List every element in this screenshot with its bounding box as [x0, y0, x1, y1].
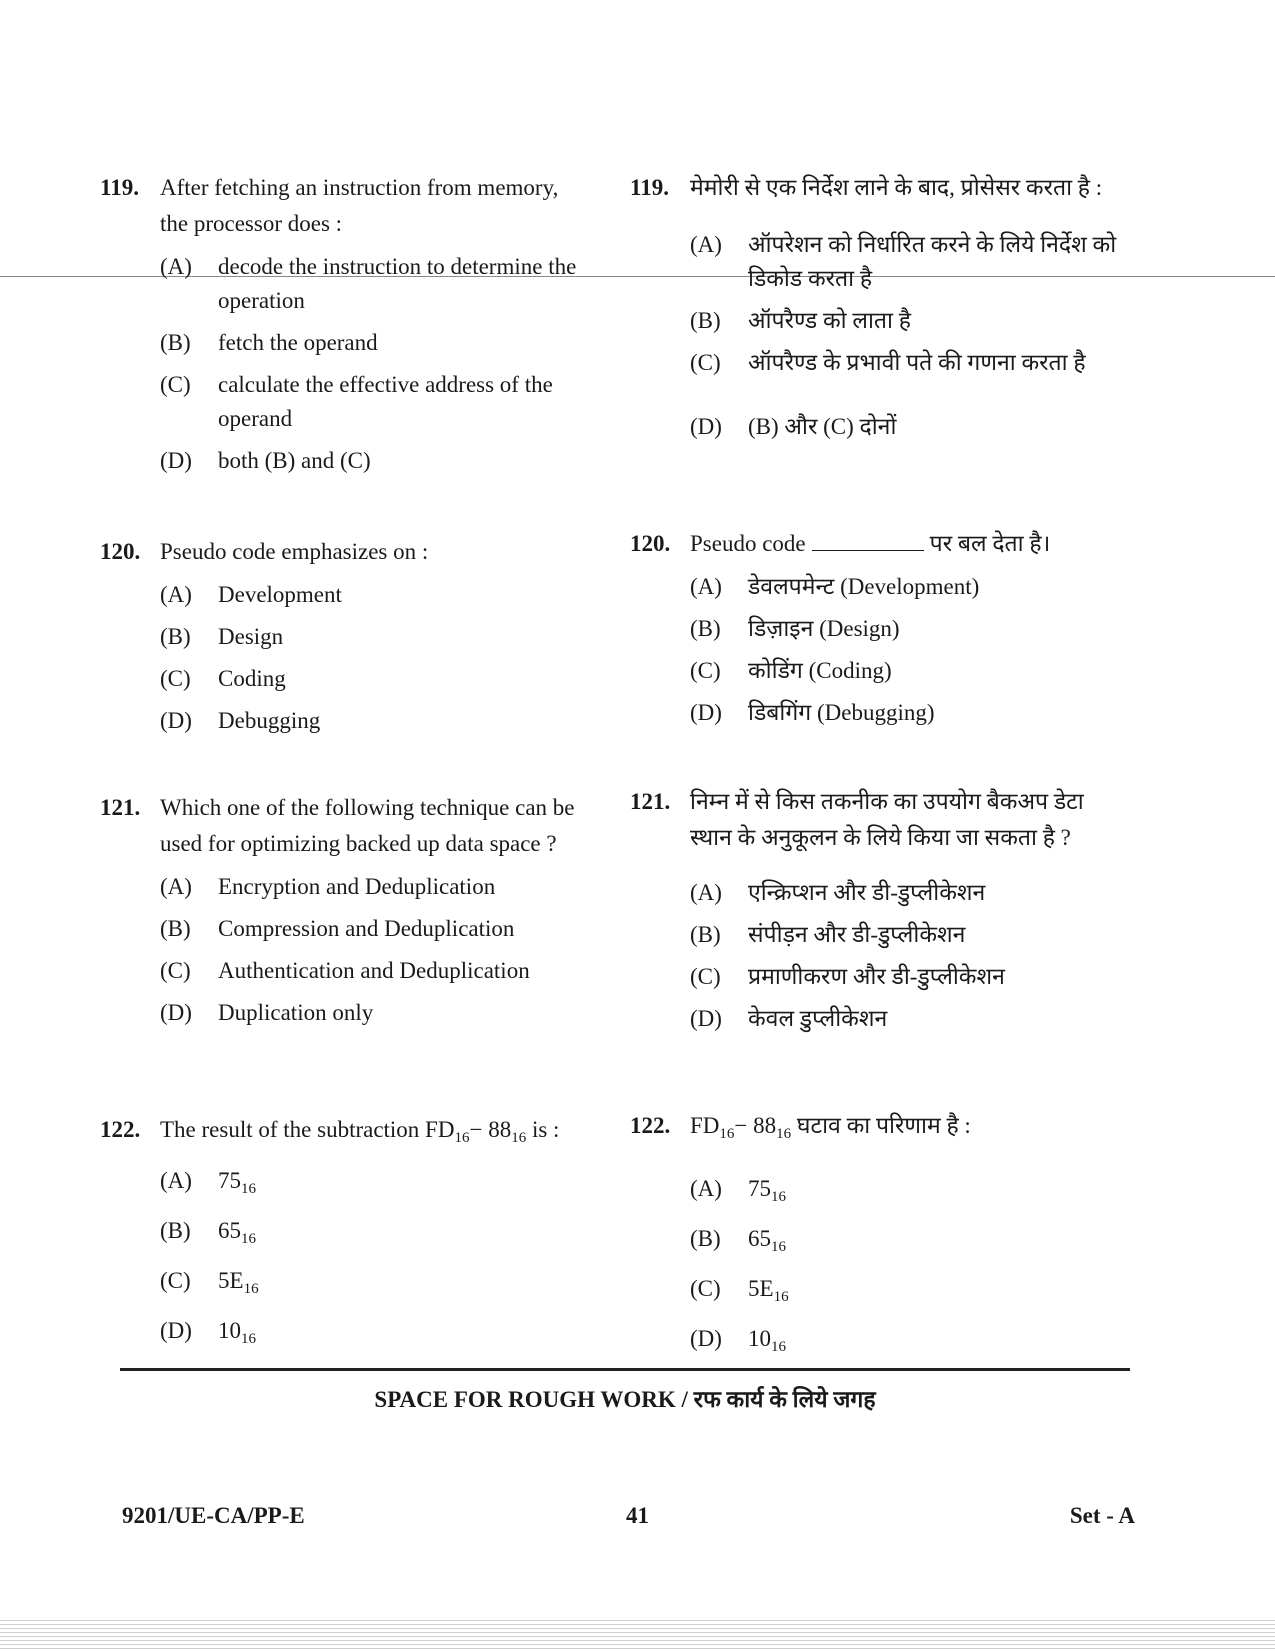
option-text: ऑपरेशन को निर्धारित करने के लिये निर्देश को डिकोड करता है: [748, 232, 1117, 291]
question-122-en: [100, 1112, 580, 1364]
option-a: [160, 578, 580, 612]
option-text: कोडिंग (Coding): [748, 658, 892, 683]
option-key: (C): [690, 964, 721, 989]
option-text: [748, 1222, 1130, 1264]
question-text: मेमोरी से एक निर्देश लाने के बाद, प्रोसेसर करता है :: [690, 175, 1103, 200]
option-key: (C): [160, 958, 191, 983]
option-text: [748, 1172, 1130, 1214]
question-text-end: पर बल देता है।: [929, 531, 1051, 556]
subscript: 16: [771, 1189, 786, 1205]
option-b: [690, 918, 1130, 952]
question-text: [690, 526, 1130, 562]
option-text: ऑपरैण्ड के प्रभावी पते की गणना करता है: [748, 350, 1086, 375]
option-text: Encryption and Deduplication: [218, 874, 496, 899]
english-column: [100, 0, 580, 1360]
option-c: [690, 960, 1130, 994]
option-key: (C): [690, 1276, 721, 1301]
question-text-end: is :: [526, 1117, 560, 1142]
option-text: fetch the operand: [218, 330, 378, 355]
option-a: [160, 1164, 580, 1206]
option-key: (D): [160, 1000, 192, 1025]
option-text: (B) और (C) दोनों: [748, 414, 897, 439]
option-c: [160, 1264, 580, 1306]
option-c: [690, 1272, 1130, 1314]
option-c: [160, 954, 580, 988]
scan-edge-artifact: [0, 1617, 1275, 1651]
page-number: 41: [626, 1503, 649, 1528]
question-text-start: The result of the subtraction FD: [160, 1117, 455, 1142]
option-d: [690, 1002, 1130, 1036]
option-value: 5E: [218, 1268, 244, 1293]
option-value: 75: [218, 1168, 241, 1193]
option-key: (B): [160, 916, 191, 941]
option-text: [218, 1164, 580, 1206]
option-text: Authentication and Deduplication: [218, 958, 530, 983]
option-text: Compression and Deduplication: [218, 916, 515, 941]
subscript: 16: [241, 1231, 256, 1247]
subscript: 16: [511, 1130, 527, 1146]
option-key: (D): [160, 1318, 192, 1343]
option-b: [160, 912, 580, 946]
option-b: [690, 612, 1130, 646]
question-text: After fetching an instruction from memory, the processor does :: [160, 175, 559, 236]
option-value: 5E: [748, 1276, 774, 1301]
option-b: [690, 304, 1130, 338]
option-text: Coding: [218, 666, 286, 691]
option-text: [748, 1272, 1130, 1314]
option-key: (D): [690, 414, 722, 439]
question-121-hi: [630, 784, 1130, 1044]
option-b: [160, 326, 580, 360]
question-119-hi: [630, 170, 1130, 452]
set-label: Set - A: [1069, 1503, 1135, 1528]
option-key: (A): [160, 582, 192, 607]
question-text: [690, 1108, 1130, 1152]
option-text: Debugging: [218, 708, 321, 733]
question-text-mid: − 88: [734, 1113, 777, 1138]
option-text: डिबगिंग (Debugging): [748, 700, 935, 725]
option-text: Design: [218, 624, 284, 649]
option-a: [160, 870, 580, 904]
option-text: Duplication only: [218, 1000, 374, 1025]
option-key: (C): [690, 350, 721, 375]
subscript: 16: [771, 1239, 786, 1255]
option-text: डेवलपमेन्ट (Development): [748, 574, 980, 599]
option-b: [160, 620, 580, 654]
question-number: 121.: [100, 795, 141, 820]
question-text-end: घटाव का परिणाम है :: [791, 1113, 971, 1138]
option-value: 10: [748, 1326, 771, 1351]
option-key: (B): [160, 624, 191, 649]
option-a: [160, 250, 580, 318]
option-key: (B): [690, 616, 721, 641]
question-number: 119.: [630, 175, 669, 200]
subscript: 16: [771, 1339, 786, 1355]
option-text: calculate the effective address of the operand: [218, 372, 553, 431]
option-key: (A): [160, 1168, 192, 1193]
option-key: (A): [690, 880, 722, 905]
subscript: 16: [243, 1281, 259, 1297]
question-120-en: [100, 534, 580, 746]
option-key: (D): [690, 700, 722, 725]
option-a: [690, 1172, 1130, 1214]
option-key: (C): [160, 1268, 191, 1293]
subscript: 16: [719, 1126, 735, 1142]
option-c: [160, 368, 580, 436]
question-number: 122.: [630, 1113, 671, 1138]
option-text: Development: [218, 582, 342, 607]
option-key: (B): [690, 1226, 721, 1251]
question-text-start: Pseudo code: [690, 531, 806, 556]
option-d: [160, 704, 580, 738]
question-text-start: FD: [690, 1113, 720, 1138]
option-c: [690, 346, 1130, 380]
fill-in-blank: [812, 528, 924, 551]
question-122-hi: [630, 1108, 1130, 1372]
question-text-mid: − 88: [469, 1117, 512, 1142]
question-text: Pseudo code emphasizes on :: [160, 539, 429, 564]
subscript: 16: [454, 1130, 470, 1146]
option-key: (A): [160, 254, 192, 279]
question-number: 120.: [100, 539, 141, 564]
paper-code: 9201/UE-CA/PP-E: [122, 1503, 305, 1528]
option-key: (A): [690, 574, 722, 599]
option-text: प्रमाणीकरण और डी-डुप्लीकेशन: [748, 964, 1005, 989]
question-number: 121.: [630, 789, 671, 814]
option-key: (C): [690, 658, 721, 683]
option-key: (D): [690, 1326, 722, 1351]
option-key: (A): [690, 1176, 722, 1201]
question-number: 119.: [100, 175, 139, 200]
rough-work-heading: SPACE FOR ROUGH WORK / रफ कार्य के लिये जगह: [374, 1387, 876, 1412]
option-d: [690, 1322, 1130, 1364]
option-text: एन्क्रिप्शन और डी-डुप्लीकेशन: [748, 880, 986, 905]
question-text: [160, 1112, 580, 1156]
question-text: निम्न में से किस तकनीक का उपयोग बैकअप डेटा स्थान के अनुकूलन के लिये किया जा सकता है ?: [690, 789, 1084, 850]
option-key: (B): [690, 922, 721, 947]
option-text: [218, 1214, 580, 1256]
option-a: [690, 876, 1130, 910]
option-value: 10: [218, 1318, 241, 1343]
rough-work-divider: [120, 1368, 1130, 1371]
question-119-en: [100, 170, 580, 486]
option-d: [160, 1314, 580, 1356]
option-a: [690, 228, 1130, 296]
option-d: [160, 996, 580, 1030]
option-key: (B): [160, 1218, 191, 1243]
option-c: [690, 654, 1130, 688]
option-text: decode the instruction to determine the operation: [218, 254, 577, 313]
option-text: [218, 1314, 580, 1356]
option-key: (C): [160, 666, 191, 691]
option-value: 65: [218, 1218, 241, 1243]
question-121-en: [100, 790, 580, 1038]
subscript: 16: [241, 1331, 256, 1347]
option-key: (A): [160, 874, 192, 899]
subscript: 16: [776, 1126, 792, 1142]
option-b: [690, 1222, 1130, 1264]
option-text: केवल डुप्लीकेशन: [748, 1006, 888, 1031]
hindi-column: [630, 0, 1130, 1360]
option-value: 65: [748, 1226, 771, 1251]
question-number: 120.: [630, 531, 671, 556]
option-a: [690, 570, 1130, 604]
option-key: (D): [160, 708, 192, 733]
subscript: 16: [241, 1181, 256, 1197]
option-d: [690, 410, 1130, 444]
subscript: 16: [773, 1289, 789, 1305]
option-key: (D): [690, 1006, 722, 1031]
option-key: (B): [690, 308, 721, 333]
option-text: both (B) and (C): [218, 448, 371, 473]
option-c: [160, 662, 580, 696]
option-text: [748, 1322, 1130, 1364]
option-key: (A): [690, 232, 722, 257]
question-number: 122.: [100, 1117, 141, 1142]
option-value: 75: [748, 1176, 771, 1201]
option-b: [160, 1214, 580, 1256]
option-text: डिज़ाइन (Design): [748, 616, 900, 641]
question-120-hi: [630, 526, 1130, 738]
option-key: (B): [160, 330, 191, 355]
option-d: [690, 696, 1130, 730]
option-key: (C): [160, 372, 191, 397]
option-text: ऑपरैण्ड को लाता है: [748, 308, 911, 333]
option-text: [218, 1264, 580, 1306]
option-text: संपीड़न और डी-डुप्लीकेशन: [748, 922, 966, 947]
question-text: Which one of the following technique can be used for optimizing backed up data space ?: [160, 795, 575, 856]
option-key: (D): [160, 448, 192, 473]
option-d: [160, 444, 580, 478]
